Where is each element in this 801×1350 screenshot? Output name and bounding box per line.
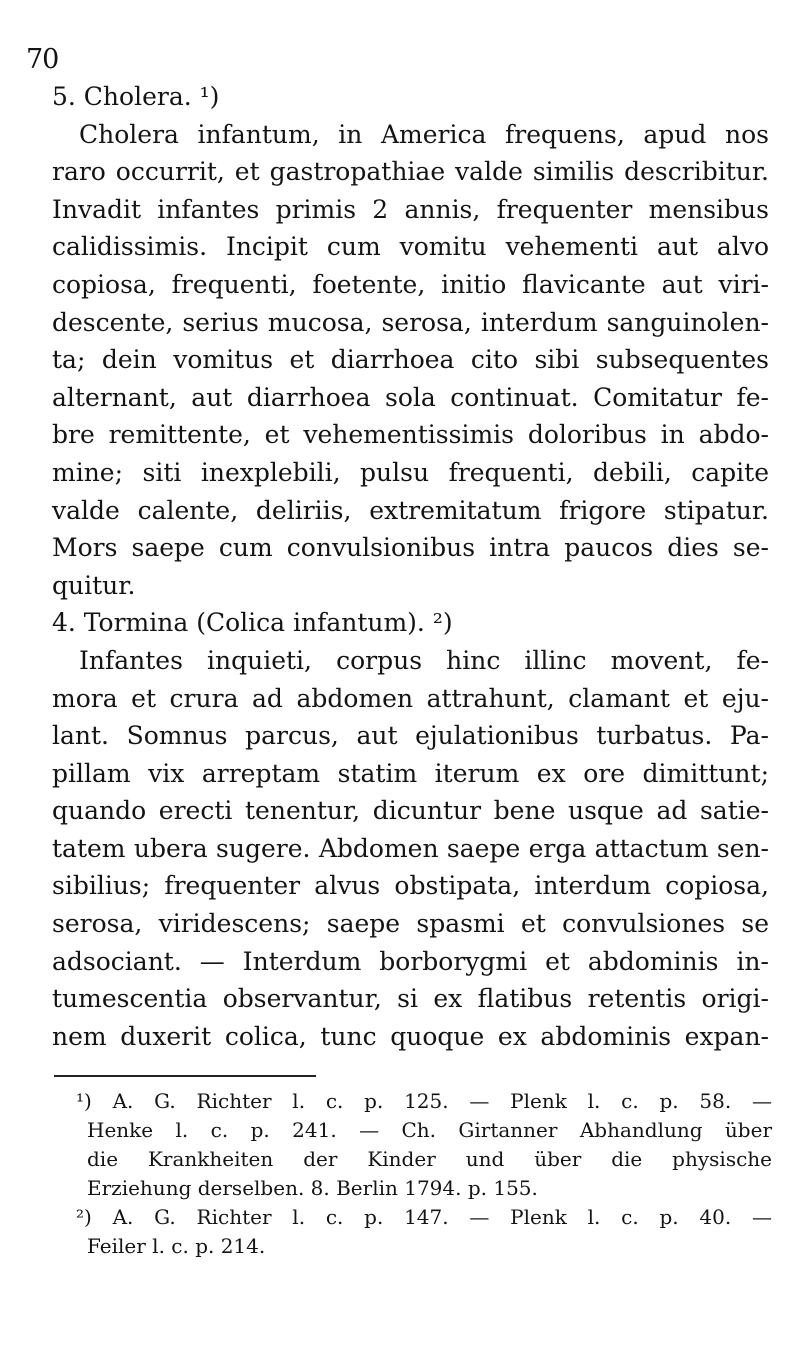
footnote-line: ¹) A. G. Richter l. c. p. 125. — Plenk l. c. p. 58. — — [76, 1089, 772, 1113]
text-line: valde calente, deliriis, extremitatum frigore stipatur. — [52, 495, 769, 525]
footnote-line: Feiler l. c. p. 214. — [87, 1234, 266, 1258]
text-line: nem duxerit colica, tunc quoque ex abdominis expan- — [52, 1021, 769, 1051]
body-text — [52, 78, 769, 1055]
text-line: alternant, aut diarrhoea sola continuat. Comitatur fe- — [52, 382, 769, 412]
section-heading-cholera: 5. Cholera. ¹) — [52, 82, 220, 111]
text-line: pillam vix arreptam statim iterum ex ore dimittunt; — [52, 758, 769, 788]
text-line: Cholera infantum, in America frequens, apud nos — [79, 119, 769, 149]
text-line: tatem ubera sugere. Abdomen saepe erga attactum sen- — [52, 833, 769, 863]
text-line: quando erecti tenentur, dicuntur bene usque ad satie- — [52, 796, 769, 826]
text-line: Invadit infantes primis 2 annis, frequenter mensibus — [52, 194, 769, 224]
text-line: lant. Somnus parcus, aut ejulationibus turbatus. Pa- — [52, 721, 769, 751]
text-line: calidissimis. Incipit cum vomitu vehementi aut alvo — [52, 232, 769, 262]
text-line: quitur. — [52, 570, 136, 600]
footnote-line: die Krankheiten der Kinder und über die physische — [87, 1147, 772, 1171]
text-line: mine; siti inexplebili, pulsu frequenti, debili, capite — [52, 457, 769, 487]
page-number: 70 — [26, 44, 59, 75]
text-line: tumescentia observantur, si ex flatibus retentis origi- — [52, 984, 769, 1014]
text-line: serosa, viridescens; saepe spasmi et convulsiones se — [52, 909, 769, 939]
footnotes — [76, 1087, 772, 1261]
text-line: descente, serius mucosa, serosa, interdum sanguinolen- — [52, 307, 769, 337]
text-line: adsociant. — Interdum borborygmi et abdominis in- — [52, 946, 769, 976]
section-heading-tormina: 4. Tormina (Colica infantum). ²) — [52, 608, 453, 638]
text-line: raro occurrit, et gastropathiae valde similis describitur. — [52, 157, 769, 187]
footnote-divider — [54, 1075, 316, 1077]
text-line: Infantes inquieti, corpus hinc illinc movent, fe- — [79, 645, 769, 675]
text-line: mora et crura ad abdomen attrahunt, clamant et eju- — [52, 683, 769, 713]
text-line: ta; dein vomitus et diarrhoea cito sibi subsequentes — [52, 345, 769, 375]
text-line: Mors saepe cum convulsionibus intra paucos dies se- — [52, 533, 769, 563]
text-line: bre remittente, et vehementissimis doloribus in abdo- — [52, 420, 769, 450]
footnote-line: Erziehung derselben. 8. Berlin 1794. p. 155. — [87, 1176, 538, 1200]
text-line: sibilius; frequenter alvus obstipata, interdum copiosa, — [52, 871, 769, 901]
footnote-line: ²) A. G. Richter l. c. p. 147. — Plenk l. c. p. 40. — — [76, 1205, 772, 1229]
footnote-line: Henke l. c. p. 241. — Ch. Girtanner Abhandlung über — [87, 1118, 772, 1142]
text-line: copiosa, frequenti, foetente, initio flavicante aut viri- — [52, 269, 769, 299]
